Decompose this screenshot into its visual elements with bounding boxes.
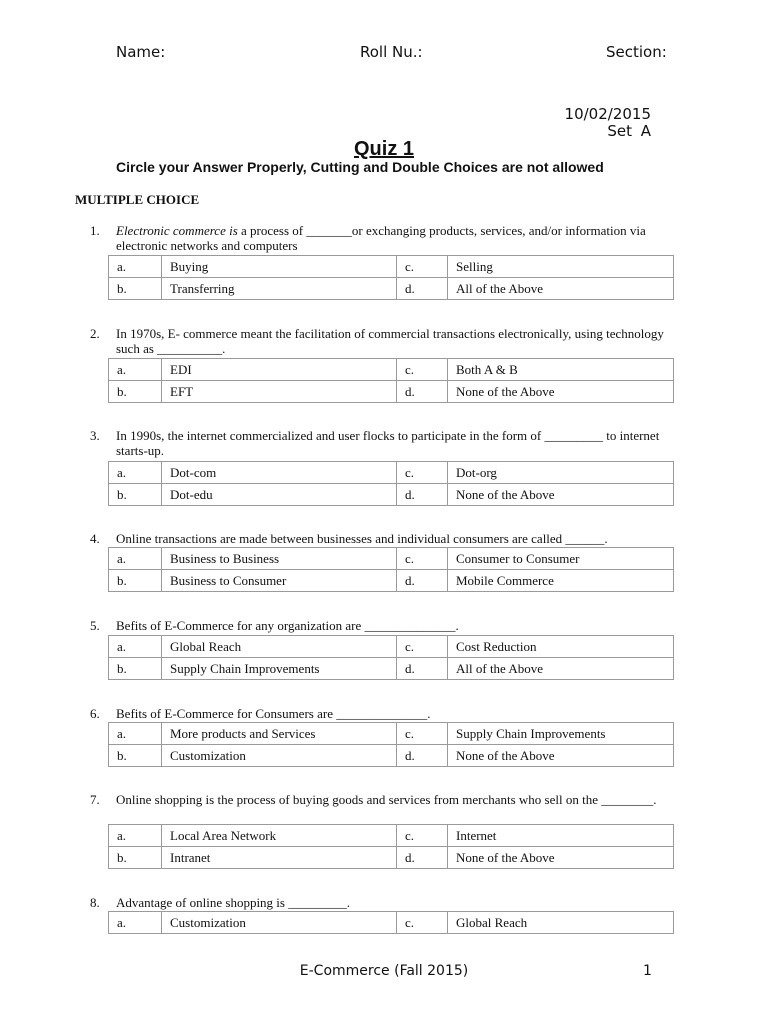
question-8 (90, 895, 690, 910)
question-text (116, 792, 690, 807)
instructions: Circle your Answer Properly, Cutting and Double Choices are not allowed (116, 159, 604, 175)
question-text (116, 223, 690, 253)
choice-row (109, 484, 674, 506)
choice-letter: c. (397, 636, 448, 658)
question-text-body: Advantage of online shopping is _________. (116, 895, 350, 910)
choice-letter: b. (109, 570, 162, 592)
choice-row (109, 278, 674, 300)
question-number: 1. (90, 223, 100, 238)
choice-letter: c. (397, 359, 448, 381)
footer-course: E-Commerce (Fall 2015) (299, 963, 469, 979)
choice-option[interactable]: EFT (162, 381, 397, 403)
choice-option[interactable]: Customization (162, 912, 397, 934)
question-number: 7. (90, 792, 100, 807)
question-number: 2. (90, 326, 100, 341)
choice-letter: c. (397, 462, 448, 484)
choices-table-2 (108, 358, 674, 403)
question-2 (90, 326, 690, 356)
question-text-body: Online transactions are made between businesses and individual consumers are called ______. (116, 531, 608, 546)
question-text (116, 428, 690, 458)
choice-letter: a. (109, 256, 162, 278)
choice-row (109, 745, 674, 767)
choice-option[interactable]: None of the Above (448, 381, 674, 403)
choice-option[interactable]: Supply Chain Improvements (448, 723, 674, 745)
question-text-body: In 1970s, E- commerce meant the facilitation of commercial transactions electronically, using technology such as __________. (116, 326, 664, 356)
choices-table-3 (108, 461, 674, 506)
question-text-body: Online shopping is the process of buying goods and services from merchants who sell on the ________. (116, 792, 657, 807)
question-number: 3. (90, 428, 100, 443)
choice-letter: a. (109, 912, 162, 934)
choice-option[interactable]: All of the Above (448, 658, 674, 680)
name-field-label: Name: (116, 43, 166, 61)
choices-table-4 (108, 547, 674, 592)
choice-letter: b. (109, 484, 162, 506)
choice-letter: b. (109, 278, 162, 300)
choice-letter: c. (397, 825, 448, 847)
choice-option[interactable]: All of the Above (448, 278, 674, 300)
choice-letter: d. (397, 745, 448, 767)
question-3 (90, 428, 690, 458)
choice-row (109, 548, 674, 570)
choice-option[interactable]: None of the Above (448, 847, 674, 869)
quiz-date: 10/02/2015 (564, 105, 651, 123)
choice-option[interactable]: Dot-edu (162, 484, 397, 506)
choice-option[interactable]: Supply Chain Improvements (162, 658, 397, 680)
choice-option[interactable]: Global Reach (162, 636, 397, 658)
choice-row (109, 912, 674, 934)
choice-letter: d. (397, 658, 448, 680)
choice-row (109, 381, 674, 403)
choice-letter: b. (109, 847, 162, 869)
question-7 (90, 792, 690, 807)
question-number: 6. (90, 706, 100, 721)
choice-option[interactable]: None of the Above (448, 745, 674, 767)
question-4 (90, 531, 690, 546)
choice-option[interactable]: Intranet (162, 847, 397, 869)
choices-table-8 (108, 911, 674, 934)
choice-row (109, 462, 674, 484)
question-number: 5. (90, 618, 100, 633)
choices-table-6 (108, 722, 674, 767)
choices-table-7 (108, 824, 674, 869)
question-text (116, 531, 690, 546)
choice-option[interactable]: More products and Services (162, 723, 397, 745)
question-text (116, 326, 690, 356)
choice-row (109, 723, 674, 745)
choice-option[interactable]: Both A & B (448, 359, 674, 381)
choice-option[interactable]: Dot-org (448, 462, 674, 484)
question-1 (90, 223, 690, 253)
choice-letter: b. (109, 381, 162, 403)
choice-row (109, 847, 674, 869)
roll-number-field-label: Roll Nu.: (360, 43, 423, 61)
choice-letter: d. (397, 847, 448, 869)
choice-option[interactable]: Global Reach (448, 912, 674, 934)
choice-letter: c. (397, 548, 448, 570)
choice-option[interactable]: Business to Business (162, 548, 397, 570)
question-text (116, 895, 690, 910)
choice-letter: a. (109, 548, 162, 570)
choice-option[interactable]: Customization (162, 745, 397, 767)
choice-letter: c. (397, 912, 448, 934)
choice-row (109, 825, 674, 847)
question-text (116, 618, 690, 633)
choice-letter: b. (109, 745, 162, 767)
choice-option[interactable]: Transferring (162, 278, 397, 300)
choice-letter: c. (397, 723, 448, 745)
question-text-italic: Electronic commerce is (116, 223, 238, 238)
choice-letter: a. (109, 636, 162, 658)
choice-letter: d. (397, 570, 448, 592)
page-title: Quiz 1 (353, 138, 414, 160)
choice-row (109, 570, 674, 592)
choice-option[interactable]: Internet (448, 825, 674, 847)
question-text-body: Befits of E-Commerce for any organization are ______________. (116, 618, 459, 633)
section-field-label: Section: (606, 43, 667, 61)
quiz-set: Set A (607, 122, 651, 140)
question-text-body: Befits of E-Commerce for Consumers are ______________. (116, 706, 431, 721)
choice-letter: a. (109, 359, 162, 381)
question-text-body: a process of _______or exchanging products, services, and/or information via electronic networks and computers (116, 223, 646, 253)
choice-letter: d. (397, 381, 448, 403)
choice-option[interactable]: Dot-com (162, 462, 397, 484)
section-heading: MULTIPLE CHOICE (75, 192, 200, 207)
choice-row (109, 359, 674, 381)
question-number: 4. (90, 531, 100, 546)
choice-option[interactable]: Local Area Network (162, 825, 397, 847)
choice-option[interactable]: Business to Consumer (162, 570, 397, 592)
choice-letter: d. (397, 484, 448, 506)
choice-letter: d. (397, 278, 448, 300)
choice-option[interactable]: None of the Above (448, 484, 674, 506)
choice-option[interactable]: Mobile Commerce (448, 570, 674, 592)
question-number: 8. (90, 895, 100, 910)
question-text-body: In 1990s, the internet commercialized and user flocks to participate in the form of _________ to internet starts-up. (116, 428, 660, 458)
choice-letter: a. (109, 825, 162, 847)
choice-option[interactable]: Buying (162, 256, 397, 278)
choice-row (109, 658, 674, 680)
question-text (116, 706, 690, 721)
choice-letter: c. (397, 256, 448, 278)
choice-option[interactable]: EDI (162, 359, 397, 381)
choices-table-5 (108, 635, 674, 680)
choice-row (109, 636, 674, 658)
choice-letter: a. (109, 462, 162, 484)
question-6 (90, 706, 690, 721)
choice-option[interactable]: Consumer to Consumer (448, 548, 674, 570)
choice-option[interactable]: Cost Reduction (448, 636, 674, 658)
choices-table-1 (108, 255, 674, 300)
choice-letter: a. (109, 723, 162, 745)
footer-page-number: 1 (643, 963, 652, 979)
choice-option[interactable]: Selling (448, 256, 674, 278)
question-5 (90, 618, 690, 633)
choice-row (109, 256, 674, 278)
choice-letter: b. (109, 658, 162, 680)
